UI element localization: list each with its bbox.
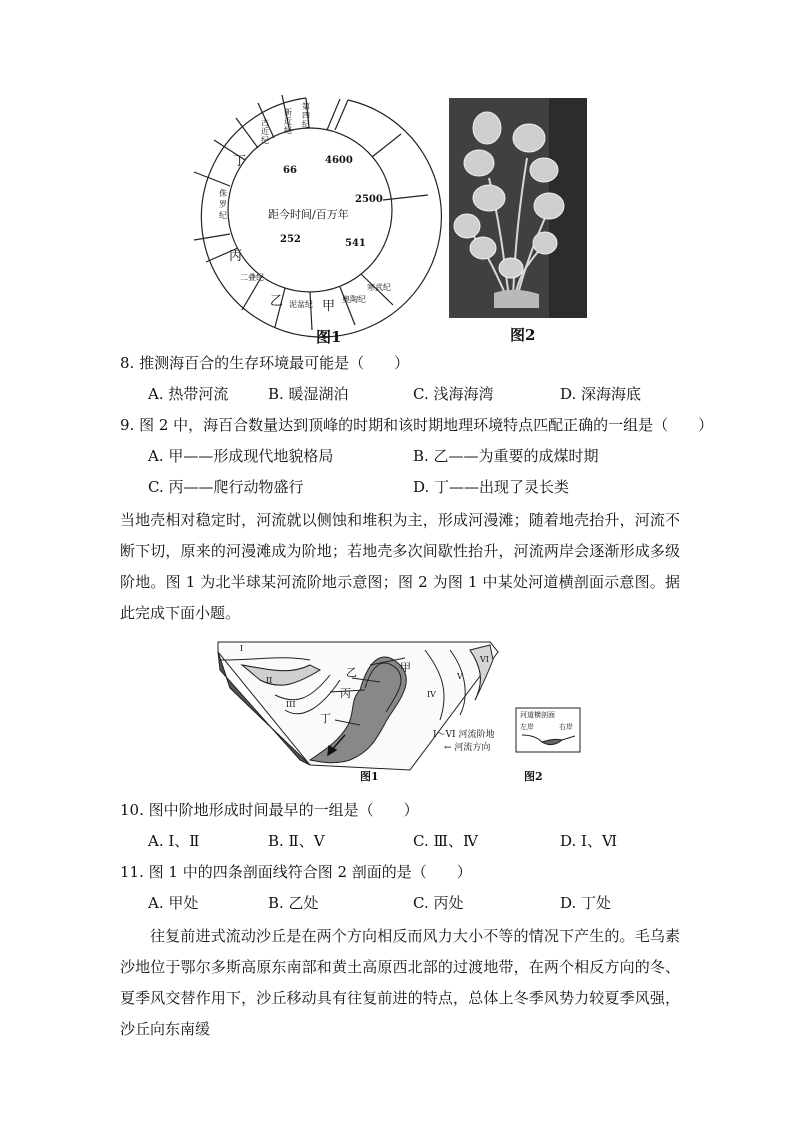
q9-option-d: D. 丁——出现了灵长类 [413,478,570,496]
q10-option-d: D. Ⅰ、Ⅵ [560,832,618,850]
terrace-iii: III [286,700,296,709]
q10-option-b: B. Ⅱ、Ⅴ [268,832,325,850]
q11-option-d: D. 丁处 [560,894,612,912]
period-ordovician: 奥陶纪 [342,295,366,304]
q11-option-b: B. 乙处 [268,894,319,912]
point-jia: 甲 [400,661,411,674]
q8-option-c: C. 浅海海湾 [413,385,494,403]
geologic-time-wheel [0,0,794,350]
terrace-v: V [457,672,463,681]
top-figures [0,0,794,350]
wheel-center-text: 距今时间/百万年 [268,208,349,221]
q10-option-c: C. Ⅲ、Ⅳ [413,832,478,850]
question-10-stem: 10. 图中阶地形成时间最早的一组是（ ） [120,801,419,819]
dune-intro-text: 往复前进式流动沙丘是在两个方向相反而风力大小不等的情况下产生的。毛乌素沙地位于鄂尔多斯高原东南部和黄土高原西北部的过渡地带，在两个相反方向的冬、夏季风交替作用下，沙丘移动具有往复前进的特点，总体上冬季风势力较夏季风强，沙丘向东南缓 [120,927,680,1038]
point-ding: 丁 [320,712,331,725]
terrace-i: I [240,644,244,653]
section-title: 河道横剖面 [520,711,555,719]
legend-flow-direction: ← 河流方向 [444,743,491,753]
q11-option-a: A. 甲处 [148,894,199,912]
legend-terraces: I～VI 河流阶地 [433,730,495,740]
q8-option-d: D. 深海海底 [560,385,642,403]
terrace-vi: VI [480,655,489,664]
point-bing: 丙 [340,687,351,700]
point-yi: 乙 [346,666,357,679]
figure2-label: 图2 [510,326,536,344]
crinoid-fossil-image [449,98,587,318]
period-bing: 丙 [229,249,243,264]
terrace-iv: IV [427,690,436,699]
question-11-stem: 11. 图 1 中的四条剖面线符合图 2 剖面的是（ ） [120,863,472,881]
age-541: 541 [345,238,366,249]
period-devonian: 泥盆纪 [289,300,313,309]
age-4600: 4600 [325,155,353,166]
period-ding: 丁 [233,154,247,169]
period-jurassic: 侏罗纪 [219,189,227,220]
question-8-stem: 8. 推测海百合的生存环境最可能是（ ） [120,354,410,372]
age-252: 252 [280,234,301,245]
q10-option-a: A. Ⅰ、Ⅱ [148,832,200,850]
terrace-figure2-label: 图2 [524,770,543,783]
period-jia: 甲 [322,299,336,314]
age-2500: 2500 [355,194,383,205]
river-terrace-figure [200,630,600,790]
right-bank-label: 右岸 [559,723,573,731]
age-66: 66 [283,165,297,176]
terrace-intro-text: 当地壳相对稳定时，河流就以侧蚀和堆积为主，形成河漫滩；随着地壳抬升，河流不断下切，原来的河漫滩成为阶地；若地壳多次间歇性抬升，河流两岸会逐渐形成多级阶地。图 1 为北半球某河流阶地示意图；图 2 为图 1 中某处河道横剖面示意图。据此完成下面小题。 [120,511,680,622]
period-permian: 二叠纪 [240,273,264,282]
period-yi: 乙 [270,294,284,309]
left-bank-label: 左岸 [520,723,534,731]
terrace-intro-paragraph [120,505,680,629]
q9-option-b: B. 乙——为重要的成煤时期 [413,447,599,465]
q9-option-c: C. 丙——爬行动物盛行 [148,478,304,496]
period-neogene: 新近纪 [284,108,292,135]
terrace-figure1-label: 图1 [360,770,379,783]
terrace-ii: II [266,676,273,685]
dune-intro-paragraph [120,921,680,1045]
period-cambrian: 寒武纪 [367,283,391,292]
q11-option-c: C. 丙处 [413,894,464,912]
question-9-stem: 9. 图 2 中，海百合数量达到顶峰的时期和该时期地理环境特点匹配正确的一组是（ ） [120,416,714,434]
q9-option-a: A. 甲——形成现代地貌格局 [148,447,334,465]
figure1-label: 图1 [316,328,342,346]
period-paleogene: 古近纪 [261,118,269,145]
q8-option-a: A. 热带河流 [148,385,229,403]
period-quaternary: 第四纪 [302,102,310,129]
q8-option-b: B. 暖湿湖泊 [268,385,349,403]
